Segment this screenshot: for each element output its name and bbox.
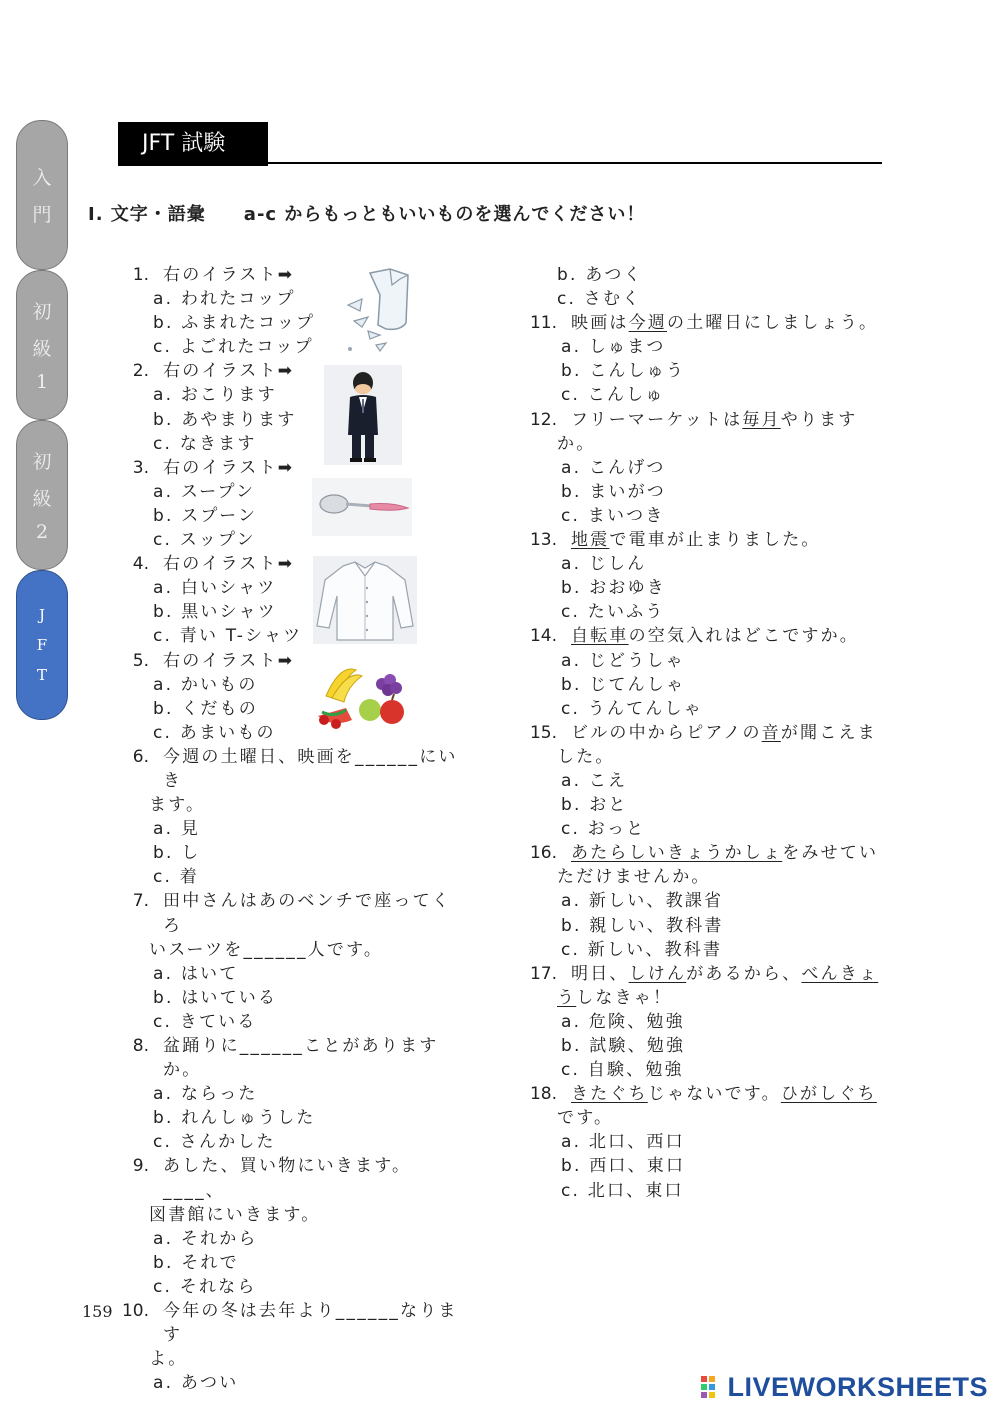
tab-char: J	[38, 606, 45, 624]
question-text: 地震で電車が止まりました。	[571, 530, 821, 551]
option[interactable]: a. こえ	[561, 770, 628, 791]
fruits-illustration	[312, 660, 412, 730]
question-text-cont: いスーツを______人です。	[149, 939, 384, 960]
option[interactable]: b. 親しい、教科書	[561, 915, 724, 936]
underlined-word: う	[557, 987, 577, 1008]
question-text-cont: です。	[557, 1108, 614, 1129]
tab-char: 初	[32, 451, 52, 473]
option[interactable]: a. じどうしゃ	[561, 650, 685, 671]
option[interactable]: c. さんかした	[153, 1132, 276, 1153]
option[interactable]: b. スプーン	[153, 505, 258, 526]
option[interactable]: a. おこります	[153, 385, 277, 406]
option[interactable]: b. れんしゅうした	[153, 1108, 316, 1129]
question-number: 17.	[529, 963, 557, 984]
question-text: 今週の土曜日、映画を______にいき	[163, 746, 458, 791]
question-text-cont: した。	[557, 746, 615, 767]
underlined-word: 自転車	[571, 626, 629, 647]
question-number: 4.	[132, 554, 149, 575]
option[interactable]: b. くだもの	[153, 698, 258, 719]
tab-char: 門	[32, 204, 52, 226]
option[interactable]: a. あつい	[153, 1373, 239, 1394]
question-number: 3.	[132, 457, 149, 478]
option[interactable]: b. あやまります	[153, 409, 297, 430]
option[interactable]: b. あつく	[557, 265, 643, 285]
question-text: あした、買い物にいきます。____、	[163, 1156, 412, 1201]
spoon-illustration	[312, 478, 412, 536]
tab-nyumon[interactable]	[16, 120, 68, 270]
underlined-word: 音	[761, 722, 781, 743]
option[interactable]: c. 青い T-シャツ	[153, 626, 303, 647]
underlined-word: しけん	[628, 963, 687, 984]
option[interactable]: c. さむく	[557, 289, 642, 310]
question	[520, 841, 880, 865]
logo-text: LIVEWORKSHEETS	[727, 1372, 988, 1402]
option[interactable]: c. よごれたコップ	[153, 337, 314, 358]
tab-char: T	[36, 666, 47, 684]
option[interactable]: b. それで	[153, 1252, 239, 1273]
option[interactable]: a. かいもの	[153, 674, 258, 695]
option[interactable]: a. こんげつ	[561, 457, 666, 478]
option[interactable]: b. 西口、東口	[561, 1156, 686, 1177]
question-number: 9.	[132, 1156, 149, 1177]
broken-glass-illustration	[340, 265, 415, 355]
option[interactable]: b. ふまれたコップ	[153, 313, 316, 334]
question	[520, 408, 880, 432]
question-text: ビルの中からピアノの音が聞こえま	[571, 722, 877, 743]
question	[520, 311, 880, 335]
question-number: 15.	[529, 722, 557, 743]
option[interactable]: b. おおゆき	[561, 578, 666, 599]
question-number: 12.	[529, 409, 557, 430]
option[interactable]: a. 白いシャツ	[153, 578, 277, 599]
white-shirt-illustration	[313, 556, 417, 644]
question-text: 自転車の空気入れはどこですか。	[571, 626, 860, 647]
option[interactable]: a. 危険、勉強	[561, 1011, 685, 1032]
underlined-word: 毎月	[742, 409, 781, 430]
option[interactable]: c. 自験、勉強	[561, 1060, 684, 1081]
tab-char: 1	[35, 371, 49, 393]
question-number: 5.	[132, 650, 149, 671]
option[interactable]: c. それなら	[153, 1276, 257, 1297]
option[interactable]: b. おと	[561, 795, 628, 816]
logo-icon	[701, 1376, 723, 1400]
question-text: 右のイラスト➡	[163, 554, 295, 575]
question	[112, 359, 462, 383]
bowing-man-illustration	[324, 365, 402, 465]
option[interactable]: a. 新しい、教課省	[561, 891, 724, 912]
option[interactable]: b. はいている	[153, 987, 278, 1008]
question-text: 右のイラスト➡	[163, 650, 295, 671]
question-text: 田中さんはあのベンチで座ってくろ	[163, 891, 451, 936]
liveworksheets-logo[interactable]	[701, 1372, 988, 1403]
underlined-word: 今週	[628, 313, 668, 334]
option[interactable]: a. 北口、西口	[561, 1132, 685, 1153]
option[interactable]: c. こんしゅ	[561, 385, 665, 406]
question	[520, 1082, 880, 1106]
question-number: 16.	[529, 843, 557, 864]
underlined-word: べんきょ	[801, 963, 879, 984]
question	[112, 1154, 462, 1202]
question-text-cont: ただけませんか。	[557, 867, 711, 888]
question	[112, 1299, 462, 1347]
option[interactable]: b. まいがつ	[561, 481, 666, 502]
option[interactable]: c. きている	[153, 1011, 257, 1032]
underlined-word: あたらしいきょうかしょ	[571, 843, 783, 864]
tab-shokyu-2[interactable]	[16, 420, 68, 570]
tab-char: 級	[32, 488, 52, 510]
tab-char: F	[36, 636, 48, 654]
section-heading: I. 文字・語彙 a-c からもっともいいものを選んでください！	[88, 204, 646, 225]
option[interactable]: c. まいつき	[561, 505, 665, 526]
option[interactable]: b. じてんしゃ	[561, 674, 686, 695]
question-text-cont: よ。	[149, 1349, 188, 1370]
question	[520, 624, 880, 648]
option[interactable]: c. おっと	[561, 819, 646, 840]
option[interactable]: c. あまいもの	[153, 722, 276, 743]
option[interactable]: a. スープン	[153, 481, 256, 502]
question	[520, 962, 880, 986]
question	[520, 721, 880, 745]
option[interactable]: b. こんしゅう	[561, 361, 686, 382]
question-text: 映画は今週の土曜日にしましょう。	[571, 313, 879, 334]
page-number: 159	[82, 1302, 113, 1321]
tab-shokyu-1[interactable]	[16, 270, 68, 420]
question-text: フリーマーケットは毎月やります	[571, 409, 858, 430]
option[interactable]: a. われたコップ	[153, 289, 296, 310]
question-text: 明日、しけんがあるから、べんきょ	[571, 963, 879, 984]
underlined-word: 地震	[571, 530, 610, 551]
option[interactable]: b. し	[153, 843, 201, 864]
question	[112, 745, 462, 793]
question-text: 右のイラスト➡	[163, 457, 295, 478]
question-number: 18.	[529, 1084, 557, 1105]
underlined-word: きたぐち	[571, 1084, 648, 1105]
question-text: あたらしいきょうかしょをみせてい	[571, 843, 879, 864]
tab-char: 初	[32, 301, 52, 323]
question-text: 右のイラスト➡	[163, 361, 295, 382]
question-number: 10.	[121, 1301, 149, 1322]
option[interactable]: a. じしん	[561, 554, 647, 575]
right-column	[520, 263, 880, 1203]
option[interactable]: c. 新しい、教科書	[561, 939, 723, 960]
question-number: 14.	[529, 626, 557, 647]
question-number: 1.	[132, 265, 149, 285]
question	[112, 456, 462, 480]
question-number: 13.	[529, 530, 557, 551]
question	[112, 889, 462, 937]
tab-char: 入	[32, 167, 52, 189]
option[interactable]: c. うんてんしゃ	[561, 698, 703, 719]
option[interactable]: a. はいて	[153, 963, 239, 984]
question-text-cont: 図書館にいきます。	[149, 1204, 321, 1225]
question	[520, 528, 880, 552]
option[interactable]: a. ならった	[153, 1084, 258, 1105]
option[interactable]: c. スップン	[153, 530, 256, 551]
title-rule	[268, 162, 882, 164]
question-text-cont: うしなきゃ！	[557, 987, 673, 1008]
question-text: 今年の冬は去年より______なります	[163, 1301, 458, 1346]
option[interactable]: a. しゅまつ	[561, 337, 666, 358]
question-text-cont: ます。	[149, 795, 206, 816]
tab-char: 級	[32, 338, 52, 360]
option[interactable]: c. なきます	[153, 433, 257, 454]
underlined-word: ひがしぐち	[780, 1084, 877, 1105]
option[interactable]: a. それから	[153, 1228, 258, 1249]
question-number: 8.	[132, 1036, 149, 1056]
question-text: きたぐちじゃないです。ひがしぐち	[571, 1084, 877, 1105]
question-number: 2.	[132, 361, 149, 382]
option[interactable]: c. 着	[153, 867, 199, 888]
left-column	[112, 263, 462, 1395]
question-number: 6.	[132, 746, 149, 767]
option[interactable]: c. 北口、東口	[561, 1180, 684, 1201]
option[interactable]: a. 見	[153, 819, 201, 840]
option[interactable]: b. 黒いシャツ	[153, 602, 277, 623]
page-title: JFT 試験	[118, 122, 268, 166]
question	[112, 1034, 462, 1082]
question-text-cont: か。	[557, 433, 596, 454]
question-number: 11.	[529, 313, 557, 334]
question-number: 7.	[132, 891, 149, 912]
question-text: 右のイラスト➡	[163, 265, 295, 285]
question-text: 盆踊りに______ことがありますか。	[163, 1036, 439, 1081]
tab-jft[interactable]	[16, 570, 68, 720]
option[interactable]: b. 試験、勉強	[561, 1036, 686, 1056]
tab-char: 2	[35, 521, 49, 543]
option[interactable]: c. たいふう	[561, 602, 665, 623]
